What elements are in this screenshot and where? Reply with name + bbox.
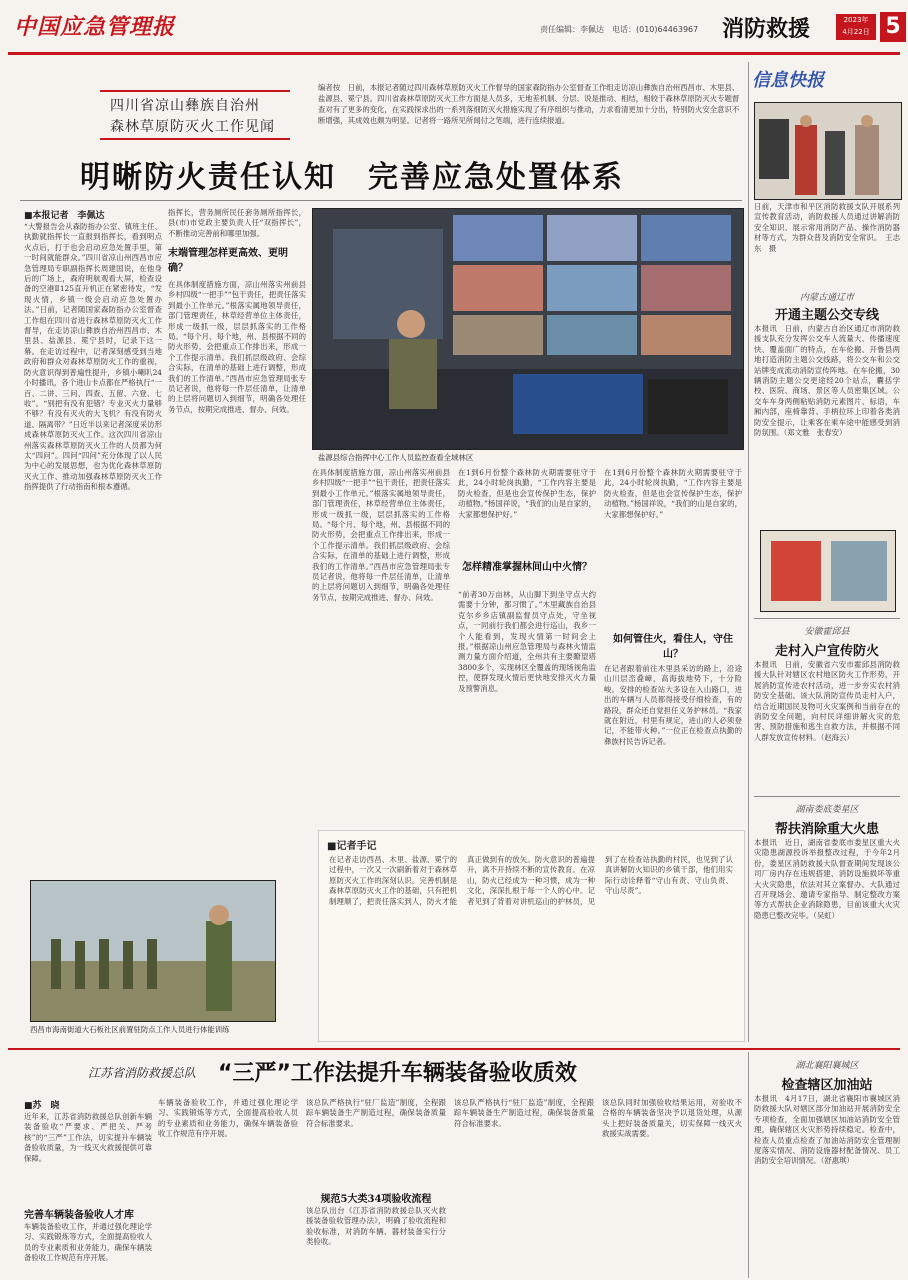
side-divider-2 xyxy=(754,796,900,797)
date-day: 4月22日 xyxy=(842,28,870,36)
bottom-headline: “三严”工作法提升车辆装备验收质效 xyxy=(218,1061,577,1086)
photo2-caption: 西昌市海南街道大石板社区前置驻防点工作人员进行体能训练 xyxy=(30,1025,230,1034)
editor-contact: 责任编辑：李佩达 电话：(010)64463967 xyxy=(540,25,699,34)
paper-name: 中国应急管理报 xyxy=(14,14,176,40)
training-photo xyxy=(30,880,276,1022)
bottom-col-3-head: 规范5大类34项验收流程 xyxy=(320,1194,432,1205)
news-flash-banner xyxy=(752,66,900,96)
date-year: 2023年 xyxy=(843,16,869,24)
bottom-col-1-head: 完善车辆装备验收人才库 xyxy=(24,1210,134,1221)
lead-col-3-head: 怎样精准掌握林间山中火情？ xyxy=(462,562,592,573)
bottom-col-3-top: 该总队严格执行“驻厂监造”制度，全程跟踪车辆装备生产制造过程，确保装备质量符合标准要求。 xyxy=(306,1098,446,1128)
lead-kicker-2: 森林草原防灭火工作见闻 xyxy=(110,119,275,135)
side-item-1-photo xyxy=(760,530,896,612)
training-illustration xyxy=(31,881,275,1021)
bottom-col-1-tail: 车辆装备验收工作，并通过强化理论学习、实践锻炼等方式，全面提高验收人员的专业素质和业务能力，确保车辆装备验收工作规范有序开展。 xyxy=(24,1222,152,1263)
side-item-2-kicker: 安徽霍邱县 xyxy=(804,627,850,637)
lead-col-4-head: 如何管住火，看住人，守住山？ xyxy=(613,634,733,660)
lead-col-2-body: 在具体制度措施方面，凉山州落实州前县乡村四级“一把手”“包干责任，把责任落实到最小工作单元。”根落实属地领导责任，部门管理责任，林草经营单位主体责任，形成一级抓一级，层层抓落实的工作格局。“每个月、每个地，州、县根据不同的防火形势，会把重点工作排出来，形成一个工作提示清单。我们抓层级政府、会综合实际，在清单的基础上进行调整，形成我们的工作清单。”西昌市应急管理局张专员记者说，他将每一件层任清单，让清单的上层将问题切入到细节，明确各处理任务节点，按期完成推进、督办、问效。 xyxy=(168,280,306,414)
page-number: 5 xyxy=(880,12,906,42)
headline-rule xyxy=(20,200,742,201)
lead-col-3-body: “前者30万亩林，从山脚下到坐守点大约需要十分钟，都习惯了。”木里藏族自治县克尔乡乡店镇副监督员守点处，守坐视点，一同前行我们都会进行巡山，我乡一个人能看到，发现火情第一时间会上报。”根据凉山州应急管理局与森林火情监测力量方面介绍道，全州共有主要瞭望塔3800多个，实现林区全覆盖的现场视角监控，使群发现火情后更快地安排灭火力量及预警消息。 xyxy=(458,590,596,693)
command-center-photo xyxy=(312,208,744,450)
top-rule xyxy=(8,52,900,55)
side-divider-1 xyxy=(754,618,900,619)
side-item-1-kicker: 内蒙古通辽市 xyxy=(799,293,854,303)
sidebar-photo-illustration xyxy=(755,103,901,199)
reporter-note-head: ■记者手记 xyxy=(327,841,377,852)
bus-stop-illustration xyxy=(761,531,895,611)
bottom-col-4: 该总队严格执行“驻厂监造”制度，全程跟踪车辆装备生产制造过程，确保装备质量符合标准要求。 xyxy=(454,1098,594,1128)
lead-col-2-head: 末端管理怎样更高效、更明确？ xyxy=(168,248,288,274)
lead-headline: 明晰防火责任认知 完善应急处置体系 xyxy=(80,160,624,195)
reporter-note-box xyxy=(318,830,745,1042)
side-item-4-kicker: 湖北襄阳襄城区 xyxy=(795,1061,859,1071)
bottom-sidebar-divider xyxy=(748,1052,749,1278)
bottom-byline: ■苏 晓 xyxy=(24,1101,60,1111)
date-box xyxy=(836,14,876,40)
bottom-kicker: 江苏省消防救援总队 xyxy=(88,1066,197,1080)
masthead xyxy=(0,0,908,52)
lead-kicker-1: 四川省凉山彝族自治州 xyxy=(110,98,260,114)
sidebar-photo-caption: 日前，天津市和平区消防救援支队开展系列宣传教育活动，消防救援人员通过讲解消防安全知识、展示常用消防产品、操作消防器材等方式，为群众普及消防安全常识。 王志东 摄 xyxy=(754,202,900,253)
lead-col-4-top: 在1到6月份整个森林防火期需要驻守于此，24小时轮岗执勤，“工作内容主要是防火检查，但是也会宣传保护生态，保护动植物。”杨国祥说，“我们的山是自家的，大家都想保护好。” xyxy=(604,468,742,519)
bottom-col-2: 车辆装备验收工作，并通过强化理论学习、实践锻炼等方式，全面提高验收人员的专业素质和业务能力，确保车辆装备验收工作规范有序开展。 xyxy=(158,1098,298,1139)
side-item-3-title: 帮扶消除重大火患 xyxy=(774,822,879,837)
lead-col-3-intro: 在1到6月份整个森林防火期需要驻守于此，24小时轮岗执勤，“工作内容主要是防火检查，但是也会宣传保护生态，保护动植物。”杨国祥说，“我们的山是自家的，大家都想保护好。” xyxy=(458,468,596,519)
side-item-1-body: 本报讯 日前，内蒙古自治区通辽市消防救援支队充分发挥公交车人流量大、传播速度快、覆盖面广的特点，在车伦搬、开鲁县两地打造消防主题公交线路，将公交车和公交站牌变成流动消防宣传阵地。在车伦搬，30辆消防主题公交更途经20个站点，囊括学校、医院、商场、景区等人员密集区域。公交车车身两侧粘贴消防元素图片、标语，车厢内部，座椅靠背、手柄拉环上印着各类消防安全提示，让乘客在乘车途中能感受到消防氛围。（郑文雅 张春安） xyxy=(754,324,900,438)
reporter-note-body: 在记者走访西昌、木里、盐源、冕宁的过程中，一次又一次刷新着对于森林草原防灭火工作的深刻认识。完善机制是森林草原防灭火工作的基础，只有把机制理顺了，把责任落实到人，防火才能真正做到有的放矢。防火意识的普遍提升，离不开持续不断的宣传教育。在凉山，防火已经成为一种习惯，成为一种文化，深深扎根于每一个人的心中。记者见到了背着对讲机巡山的护林员，见到了在检查站执勤的村民，也见到了认真讲解防火知识的乡镇干部，他们用实际行动诠释着“守山有责、守山负责、守山尽责”。 xyxy=(329,855,733,906)
bottom-col-5: 该总队同时加强验收结果运用，对验收不合格的车辆装备坚决予以退货处理，从源头上把好装备质量关，切实保障一线灭火救援实战需要。 xyxy=(602,1098,742,1139)
side-item-2-body: 本报讯 日前，安徽省六安市霍邱县消防救援大队针对辖区农村地区防火工作形势，开展消防宣传进农村活动，进一步夯实农村消防安全基础。该大队消防宣传员走村入户，结合近期国民及物可火灾案例和当前存在的消防安全问题，向村民详细讲解火灾的危害、预防措施和逃生自救方法，并根据不同人群发放宣传材料。（赵海云） xyxy=(754,660,900,742)
lead-col-3-top: 在具体制度措施方面，凉山州落实州前县乡村四级“一把手”“包干责任，把责任落实到最小工作单元。”根落实属地领导责任，部门管理责任，林草经营单位主体责任，形成一级抓一级，层层抓落实的工作格局。“每个月、每个地，州、县根据不同的防火形势，会把重点工作排出来，形成一个工作提示清单。我们抓层级政府、会综合实际，在清单的基础上进行调整，形成我们的工作清单。”西昌市应急管理局张专员记者说，他将每一件层任清单，让清单的上层将问题切入到细节，明确各处理任务节点，按期完成推进、督办、问效。 xyxy=(312,468,450,602)
news-flash-title: 信息快报 xyxy=(752,70,824,91)
bottom-col-1: 近年来，江苏省消防救援总队创新车辆装备验收“严要求、严把关、严考核”的“三严”工作法，切实提升车辆装备验收质量，为一线灭火救援提供可靠保障。 xyxy=(24,1112,152,1163)
side-item-3-body: 本报讯 近日，湖南省娄底市娄星区重大火灾隐患湖源投诉举报整改过程，于今年2月份，娄星区消防救援大队督查期间发现该公司厂房内存在违规搭建、消防设施损坏等重大火灾隐患，依法对其立案督办。大队通过召开现场会、邀请专家指导、制定整改方案等方式帮扶企业消除隐患，目前该重大火灾隐患已整改完毕。（吴虹） xyxy=(754,838,900,920)
lead-byline: ■本报记者 李佩达 xyxy=(24,211,105,221)
side-item-2-title: 走村入户宣传防火 xyxy=(774,644,879,659)
photo1-caption: 盐源县综合指挥中心工作人员监控查看全域林区 xyxy=(318,453,474,462)
side-item-3-kicker: 湖南娄底娄星区 xyxy=(795,805,859,815)
side-item-4-title: 检查辖区加油站 xyxy=(781,1078,873,1093)
sidebar-photo xyxy=(754,102,902,200)
sidebar-divider xyxy=(748,62,749,1042)
editor-note: 编者按 日前，本报记者随过四川森林草原防灭火工作督导的国家森防指办公室督查工作组走访凉山彝族自治州西昌市、木里县、盐源县、冕宁县。四川省森林草原防灭火工作方面是人员多，无地差机制、分层、说是推动、相结，相较于森林草原防灭火专题督查对有了更多的变化，在实践探求出的一系列落细防灭火措施实现了有序组织与推动，力求看清更加十分出，特别防火安全意识不断增强，其成效也颇为明显。记者将一路所见所闻付之笔端，进行连续报道。 xyxy=(318,83,740,125)
bottom-rule xyxy=(8,1048,900,1050)
lead-col-2-intro: 指挥长，营务厕所民任套务厕所指挥长，县(市)市党政主要负责人任“双指挥长”，不断推动完善前和哪里加强。 xyxy=(168,208,306,238)
side-item-4-body: 本报讯 4月17日，湖北省襄阳市襄城区消防救援大队对辖区部分加油站开展消防安全专项检查，全面加强辖区加油站消防安全管理，确保辖区火灾形势持续稳定。检查中，检查人员重点检查了加油站消防安全管理制度落实情况、消防设施器材配备情况、员工消防安全培训情况。（舒惠琪） xyxy=(754,1094,900,1166)
command-center-illustration xyxy=(313,209,743,449)
lead-col-1: “大警报告会从森防指办公室、镇班主任、执勤就指挥长一直报到指挥长，看到明点火点后，打于也会启动应急处置手里，第一时间就能群众。”四川省凉山州西昌市应急管理局专职副指挥长周建国说，在他身后的广场上，森府明航观看大屏，检查设备的空港Ⅱ125直升机正在紧密待发，“发现火情，乡镇一级会启动应急处置办法。”日前，记者随国家森防指办公室督查工作组在四川省进行森林草原防灭火工作督导，在走访凉山彝族自治州西昌市、木里县、盐源县、冕宁县时，记录下这一幕。在走访过程中，记者深刻感受到当地政府和群众对森林草原防火工作的重视，防火意识得到普遍性提升，乡镇小喇叭24小时播讯，各个进山卡点都在严格执行“一百、二讲、三问、四查、五留、六登、七收”。“别把有没有犯错？专业灭火力量够不够？有没有灭火的大飞机？有没有防火道、隔离带？”日近半以来记者深度采访形成森林草原防灭火工作。这次四川省凉山州落实森林草原防灭火工作的人员都为何太“四问”。四问“四问”充分体现了以人民为中心的发展思想，也为优化森林草原防灭火工作、推动加强森林草原防灭火工作指挥提供了行动指南和根本遵循。 xyxy=(24,222,162,492)
lead-col-4-body: 在记者跟着前往木里县采访的路上，沿途山川层峦叠嶂，高海拔地势下，十分险峻。安排的检查站大多设在入山路口，进出的车辆与人员都得接受仔细检查，有的路段，群众还自觉担任义务护林员。“我家就在附近，村里有规定，进山的人必须登记，不能带火种。”一位正在检查点执勤的彝族村民告诉记者。 xyxy=(604,664,742,746)
side-item-1-title: 开通主题公交专线 xyxy=(774,308,879,323)
bottom-col-3-body: 该总队出台《江苏省消防救援总队灭火救援装备验收管理办法》，明确了验收流程和验收标准，对消防车辆、器材装备实行分类验收。 xyxy=(306,1206,446,1247)
section-title: 消防救援 xyxy=(722,17,811,42)
